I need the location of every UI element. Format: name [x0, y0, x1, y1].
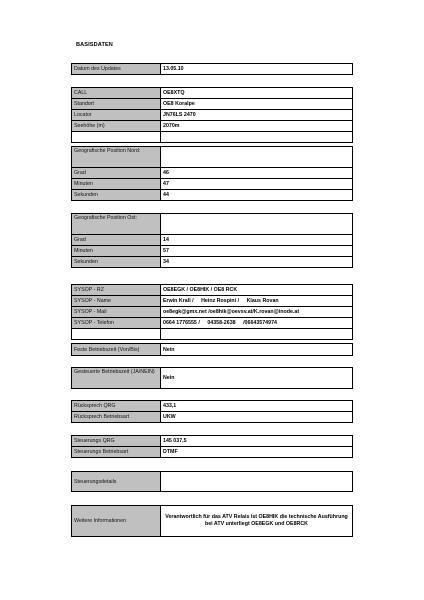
steuerung-betriebsart-row [72, 447, 353, 458]
rueckspruch-qrg-row [72, 401, 353, 412]
empty-cell [161, 147, 353, 168]
sysop-telefon-2: 04358-2638 [207, 320, 236, 326]
station-row-standort [72, 99, 353, 110]
nord-minuten-value: 47 [161, 179, 353, 190]
datum-row [72, 64, 353, 75]
sysop-rz-value: OE8EGK / OE8HIK / OE8 RCK [161, 285, 353, 296]
ost-sekunden-row [72, 257, 353, 268]
empty-cell [72, 329, 161, 340]
station-row-empty [72, 132, 353, 143]
ost-grad-label: Grad [72, 235, 161, 246]
sysop-name-2: Heinz Rospini / [201, 298, 240, 304]
gesteuert-label: Gesteuerte Betriebszeit (JA/NEIN) [72, 368, 161, 389]
weitere-table [71, 505, 353, 537]
nord-sekunden-row [72, 190, 353, 201]
datum-value: 13.05.10 [161, 64, 353, 75]
betriebszeit-row [72, 344, 353, 356]
sysop-name-3: Klaus Rovan [246, 298, 279, 304]
rueckspruch-betriebsart-row [72, 412, 353, 423]
call-label: CALL [72, 88, 161, 99]
betriebszeit-label: Feste Betriebszeit (Von/Bis) [72, 344, 161, 356]
steuerungsdetails-table [71, 471, 353, 492]
gesteuert-value: Nein [161, 368, 353, 389]
sysop-telefon-label: SYSOP - Telefon [72, 318, 161, 329]
station-row-locator [72, 110, 353, 121]
nord-grad-value: 46 [161, 168, 353, 179]
station-row-call [72, 88, 353, 99]
datum-label: Datum des Updates [72, 64, 161, 75]
sysop-table [71, 284, 353, 340]
steuerungsdetails-row [72, 472, 353, 492]
position-nord-table [71, 146, 353, 201]
datum-table [71, 63, 353, 75]
ost-grad-value: 14 [161, 235, 353, 246]
standort-label: Standort [72, 99, 161, 110]
ost-sekunden-value: 34 [161, 257, 353, 268]
empty-cell [161, 214, 353, 235]
sysop-telefon-row [72, 318, 353, 329]
seehoehe-value: 2070m [161, 121, 353, 132]
steuerung-qrg-row [72, 436, 353, 447]
betriebszeit-value: Nein [161, 344, 353, 356]
sysop-name-1: Erwin Krall / [163, 298, 194, 304]
ost-minuten-row [72, 246, 353, 257]
empty-cell [161, 132, 353, 143]
ost-minuten-value: 57 [161, 246, 353, 257]
station-table [71, 87, 353, 143]
steuerung-betriebsart-value: DTMF [161, 447, 353, 458]
sysop-mail-value: oe8egk@gmx.net /oe8hik@oevsv.at/K.rovan@inode.at [161, 307, 353, 318]
sysop-telefon-3: /06643574974 [243, 320, 277, 326]
nord-sekunden-label: Sekunden [72, 190, 161, 201]
sysop-name-label: SYSOP - Name [72, 296, 161, 307]
sysop-empty-row [72, 329, 353, 340]
gesteuert-table [71, 367, 353, 389]
standort-value: OE8 Koralpe [161, 99, 353, 110]
page-title: BASISDATEN [76, 42, 113, 48]
steuerung-table [71, 435, 353, 458]
betriebszeit-table [71, 343, 353, 356]
sysop-rz-label: SYSOP - RZ [72, 285, 161, 296]
locator-value: JN76LS 2470 [161, 110, 353, 121]
rueckspruch-betriebsart-value: UKW [161, 412, 353, 423]
sysop-mail-label: SYSOP - Mail [72, 307, 161, 318]
steuerung-qrg-value: 145 037,5 [161, 436, 353, 447]
sysop-name-row [72, 296, 353, 307]
position-ost-label: Geografische Position Ost: [72, 214, 161, 235]
weitere-label: Weitere Informationen [72, 506, 161, 537]
position-nord-label: Geografische Position Nord: [72, 147, 161, 168]
weitere-value: Verantwortlich für das ATV Relais ist OE8HIK die technische Ausführung bei ATV unterliegt OE8EGK und OE8RCK [161, 506, 353, 537]
position-nord-header-row [72, 147, 353, 168]
nord-grad-row [72, 168, 353, 179]
nord-grad-label: Grad [72, 168, 161, 179]
sysop-mail-row [72, 307, 353, 318]
sysop-telefon-1: 0664 1776555 / [163, 320, 200, 326]
seehoehe-label: Seehöhe (m) [72, 121, 161, 132]
nord-minuten-row [72, 179, 353, 190]
sysop-name-value [161, 296, 353, 307]
ost-minuten-label: Minuten [72, 246, 161, 257]
position-ost-header-row [72, 214, 353, 235]
sysop-rz-row [72, 285, 353, 296]
steuerung-betriebsart-label: Steuerungs Betriebsart [72, 447, 161, 458]
ost-grad-row [72, 235, 353, 246]
rueckspruch-table [71, 400, 353, 423]
call-value: OE8XTQ [161, 88, 353, 99]
steuerungsdetails-label: Steuerungsdetails [72, 472, 161, 492]
station-row-seehoehe [72, 121, 353, 132]
rueckspruch-qrg-value: 433,1 [161, 401, 353, 412]
ost-sekunden-label: Sekunden [72, 257, 161, 268]
empty-cell [72, 132, 161, 143]
weitere-row [72, 506, 353, 537]
empty-cell [161, 329, 353, 340]
steuerung-qrg-label: Steuerungs QRG [72, 436, 161, 447]
sysop-telefon-value [161, 318, 353, 329]
position-ost-table [71, 213, 353, 268]
steuerungsdetails-value [161, 472, 353, 492]
locator-label: Locator [72, 110, 161, 121]
nord-sekunden-value: 44 [161, 190, 353, 201]
nord-minuten-label: Minuten [72, 179, 161, 190]
rueckspruch-qrg-label: Rücksprech QRG [72, 401, 161, 412]
rueckspruch-betriebsart-label: Rücksprech Betriebsart [72, 412, 161, 423]
gesteuert-row [72, 368, 353, 389]
